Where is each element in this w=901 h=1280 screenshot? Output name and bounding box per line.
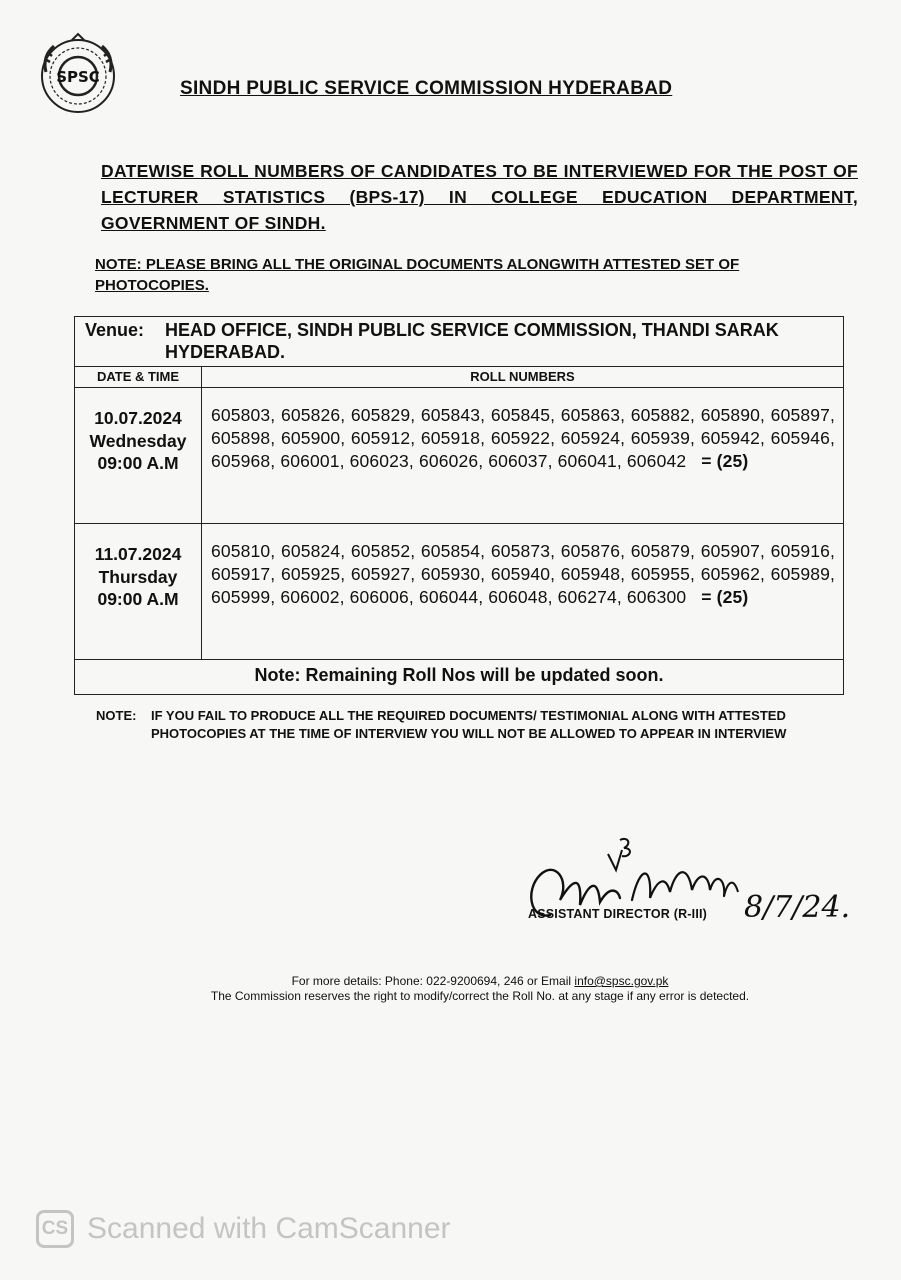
session-day: Thursday [98, 566, 178, 587]
camscanner-logo-icon: CS [36, 1210, 74, 1248]
header-roll-numbers: ROLL NUMBERS [202, 367, 844, 388]
contact-line [150, 974, 810, 989]
table-row [75, 524, 844, 660]
roll-numbers-list [211, 540, 835, 609]
camscanner-watermark [36, 1207, 451, 1251]
table-header-row [75, 367, 844, 388]
document-heading: DATEWISE ROLL NUMBERS OF CANDIDATES TO BE INTERVIEWED FOR THE POST OF LECTURER STATISTICS (BPS-17) IN COLLEGE EDUCATION DEPARTMENT, GOVERNMENT OF SINDH. [101, 161, 858, 233]
remark-row [75, 660, 844, 695]
session-date: 10.07.2024 [94, 408, 182, 428]
roll-count: = (25) [701, 587, 749, 607]
session-day: Wednesday [89, 430, 187, 451]
session-date-time [75, 524, 202, 660]
spsc-seal-icon [36, 32, 120, 116]
roll-numbers: 605810, 605824, 605852, 605854, 605873, 605876, 605879, 605907, 605916, 605917, 605925, 605927, 605930, 605940, 605948, 605955, 605962, 605989, 605999, 606002, 606006, 606044, 606048, 606274, 606300 [211, 541, 835, 607]
watermark-text: Scanned with CamScanner [87, 1212, 451, 1245]
header-date-time: DATE & TIME [75, 367, 202, 388]
interview-warning-note [96, 707, 856, 743]
roll-numbers: 605803, 605826, 605829, 605843, 605845, 605863, 605882, 605890, 605897, 605898, 605900, 605912, 605918, 605922, 605924, 605939, 605942, 605946, 605968, 606001, 606023, 606026, 606037, 606041, 606042 [211, 405, 835, 471]
roll-numbers-list [211, 404, 835, 473]
contact-text: For more details: Phone: 022-9200694, 246 or Email [291, 974, 572, 988]
note-text: IF YOU FAIL TO PRODUCE ALL THE REQUIRED DOCUMENTS/ TESTIMONIAL ALONG WITH ATTESTED PHOTOCOPIES AT THE TIME OF INTERVIEW YOU WILL NOT BE ALLOWED TO APPEAR IN INTERVIEW [151, 708, 787, 741]
signature-icon [520, 820, 850, 945]
interview-schedule-table [74, 316, 844, 695]
table-row [75, 388, 844, 524]
documents-note: NOTE: PLEASE BRING ALL THE ORIGINAL DOCUMENTS ALONGWITH ATTESTED SET OF PHOTOCOPIES. [95, 256, 740, 294]
signature-date: 8/7/24. [744, 890, 851, 925]
session-time: 09:00 A.M [97, 589, 179, 609]
email-link[interactable]: info@spsc.gov.pk [574, 974, 669, 988]
organization-title: SINDH PUBLIC SERVICE COMMISSION HYDERABAD [180, 78, 673, 99]
svg-text:SPSC: SPSC [56, 68, 100, 86]
venue-label: Venue: [85, 320, 145, 340]
signatory-title: ASSISTANT DIRECTOR (R-III) [528, 907, 708, 921]
venue-address: HEAD OFFICE, SINDH PUBLIC SERVICE COMMISSION, THANDI SARAK HYDERABAD. [165, 320, 779, 362]
note-label: NOTE: [96, 708, 137, 723]
session-date-time [75, 388, 202, 524]
roll-count: = (25) [701, 451, 749, 471]
remaining-roll-note: Note: Remaining Roll Nos will be updated soon. [75, 660, 844, 695]
footer [150, 974, 810, 1004]
venue-row [75, 317, 844, 367]
disclaimer: The Commission reserves the right to modify/correct the Roll No. at any stage if any error is detected. [210, 989, 750, 1003]
session-date: 11.07.2024 [94, 544, 182, 564]
session-time: 09:00 A.M [97, 453, 179, 473]
